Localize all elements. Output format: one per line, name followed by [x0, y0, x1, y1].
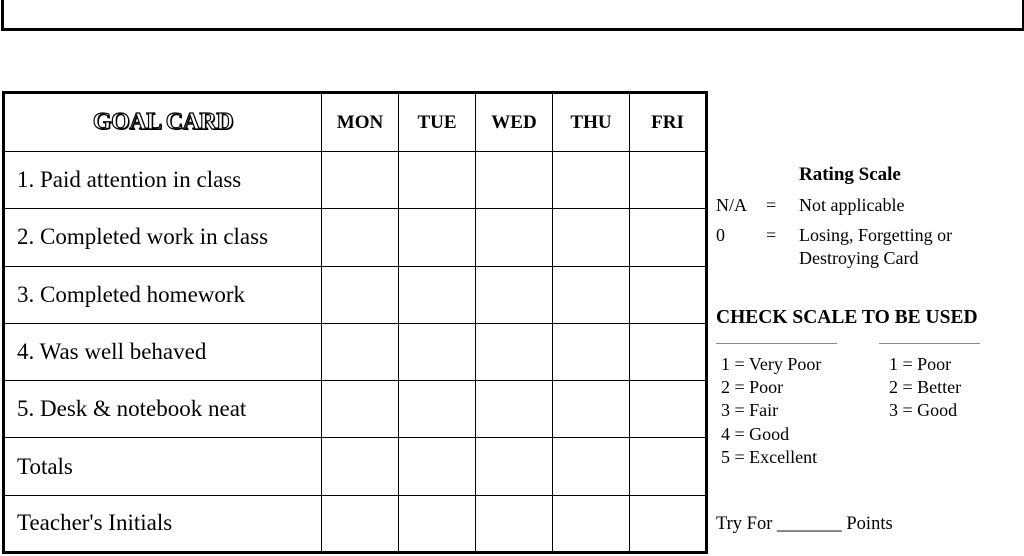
three-point-scale — [889, 353, 961, 423]
table-row — [4, 266, 707, 323]
rating-equals: = — [766, 195, 777, 215]
rating-cell[interactable] — [399, 209, 476, 266]
goal-label: 2. Completed work in class — [4, 209, 322, 266]
day-header-wed: WED — [476, 93, 553, 152]
rating-cell[interactable] — [553, 209, 630, 266]
rating-code-na: N/A — [716, 195, 747, 215]
initials-cell[interactable] — [322, 495, 399, 552]
totals-label: Totals — [4, 438, 322, 495]
rating-text-zero-cont: Destroying Card — [799, 248, 919, 268]
divider — [716, 343, 837, 344]
initials-cell[interactable] — [476, 495, 553, 552]
rating-cell[interactable] — [399, 152, 476, 209]
rating-text-zero: Losing, Forgetting or — [799, 225, 953, 245]
rating-equals: = — [766, 225, 777, 245]
scale-item: 2 = Better — [889, 377, 962, 398]
day-header-mon: MON — [322, 93, 399, 152]
rating-cell[interactable] — [399, 381, 476, 438]
scale-item: 3 = Good — [889, 400, 958, 421]
total-cell[interactable] — [476, 438, 553, 495]
table-row — [4, 152, 707, 209]
rating-cell[interactable] — [476, 323, 553, 380]
table-row — [4, 323, 707, 380]
goal-card-table — [2, 91, 708, 554]
header-row — [4, 93, 707, 152]
total-cell[interactable] — [630, 438, 707, 495]
rating-cell[interactable] — [553, 266, 630, 323]
day-header-fri: FRI — [630, 93, 707, 152]
goal-card-title: GOAL CARD — [4, 93, 322, 152]
goal-label: 4. Was well behaved — [4, 323, 322, 380]
scale-item: 1 = Very Poor — [721, 354, 822, 374]
goal-label: 5. Desk & notebook neat — [4, 381, 322, 438]
rating-text-na: Not applicable — [799, 195, 905, 215]
rating-cell[interactable] — [476, 266, 553, 323]
divider — [879, 343, 980, 344]
rating-cell[interactable] — [630, 323, 707, 380]
initials-cell[interactable] — [630, 495, 707, 552]
day-header-thu: THU — [553, 93, 630, 152]
rating-cell[interactable] — [476, 209, 553, 266]
try-for-points: Try For _______ Points — [716, 514, 893, 534]
rating-cell[interactable] — [630, 152, 707, 209]
day-header-tue: TUE — [399, 93, 476, 152]
rating-cell[interactable] — [476, 152, 553, 209]
totals-row — [4, 438, 707, 495]
initials-row — [4, 495, 707, 552]
total-cell[interactable] — [322, 438, 399, 495]
rating-cell[interactable] — [630, 381, 707, 438]
scale-item: 1 = Poor — [889, 354, 952, 374]
rating-cell[interactable] — [322, 323, 399, 380]
rating-cell[interactable] — [553, 152, 630, 209]
goal-label: 1. Paid attention in class — [4, 152, 322, 209]
goal-label: 3. Completed homework — [4, 266, 322, 323]
rating-cell[interactable] — [322, 381, 399, 438]
rating-scale-title: Rating Scale — [799, 164, 901, 185]
scale-item: 5 = Excellent — [721, 446, 818, 467]
rating-cell[interactable] — [322, 152, 399, 209]
scale-item: 2 = Poor — [721, 377, 784, 398]
initials-cell[interactable] — [553, 495, 630, 552]
rating-cell[interactable] — [399, 266, 476, 323]
rating-cell[interactable] — [630, 266, 707, 323]
total-cell[interactable] — [553, 438, 630, 495]
rating-cell[interactable] — [322, 266, 399, 323]
scale-item: 3 = Fair — [721, 400, 779, 421]
rating-cell[interactable] — [553, 323, 630, 380]
rating-cell[interactable] — [476, 381, 553, 438]
rating-cell[interactable] — [630, 209, 707, 266]
rating-cell[interactable] — [553, 381, 630, 438]
teacher-initials-label: Teacher's Initials — [4, 495, 322, 552]
table-row — [4, 209, 707, 266]
rating-cell[interactable] — [399, 323, 476, 380]
check-scale-title: CHECK SCALE TO BE USED — [716, 307, 978, 328]
five-point-scale — [721, 353, 821, 469]
initials-cell[interactable] — [399, 495, 476, 552]
rating-code-zero: 0 — [716, 225, 725, 245]
total-cell[interactable] — [399, 438, 476, 495]
table-row — [4, 381, 707, 438]
scale-item: 4 = Good — [721, 423, 790, 444]
rating-cell[interactable] — [322, 209, 399, 266]
top-signature-box — [1, 0, 1024, 31]
